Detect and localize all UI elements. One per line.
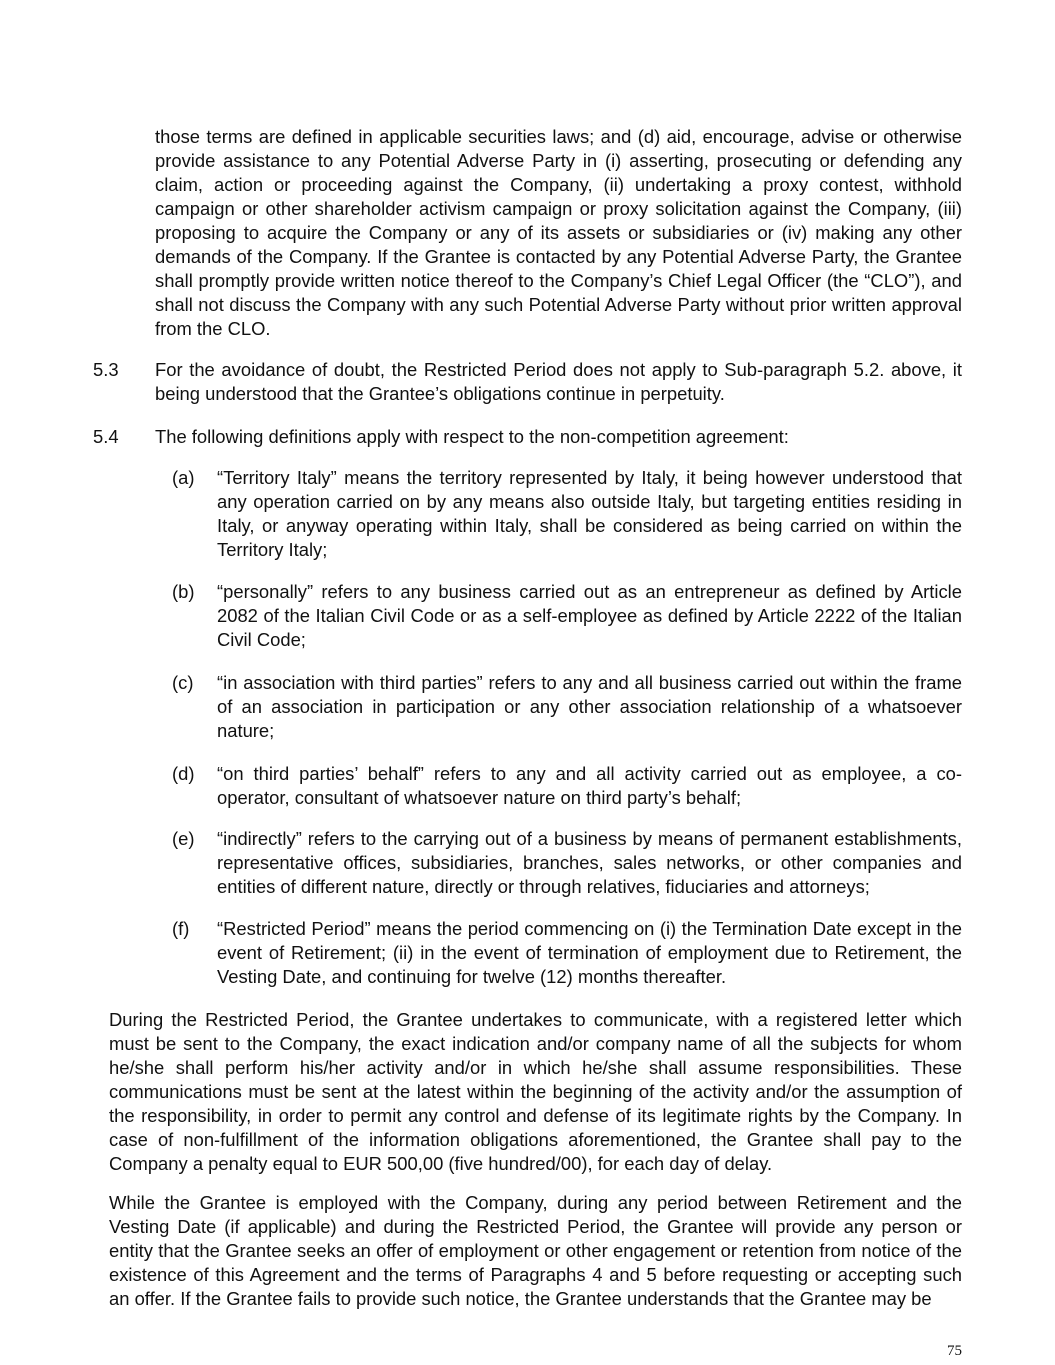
definition-b-text: “personally” refers to any business carried out as an entrepreneur as defined by Article 2082 of the Italian Civil Code or as a self-employee as defined by Article 2222 of the Italian Civil Code; xyxy=(217,581,962,650)
section-5-3-text: For the avoidance of doubt, the Restricted Period does not apply to Sub-paragraph 5.2. above, it being understood that the Grantee’s obligations continue in perpetuity. xyxy=(155,359,962,404)
definition-e-mark: (e) xyxy=(172,828,195,849)
communication-paragraph: During the Restricted Period, the Grantee undertakes to communicate, with a registered letter which must be sent to the Company, the exact indication and/or company name of all the subjects for whom he/she shall perform his/her activity and/or in which he/she shall assume responsibilities. These communications must be sent at the latest within the beginning of the activity and/or the assumption of the responsibility, in order to permit any control and defense of its legitimate rights by the Company. In case of non-fulfillment of the information obligations aforementioned, the Grantee shall pay to the Company a penalty equal to EUR 500,00 (five hundred/00), for each day of delay. xyxy=(109,1009,962,1174)
section-5-4-text: The following definitions apply with respect to the non-competition agreement: xyxy=(155,426,789,447)
page-number: 75 xyxy=(947,1343,962,1359)
definition-c-mark: (c) xyxy=(172,672,194,693)
intro-paragraph: those terms are defined in applicable securities laws; and (d) aid, encourage, advise or otherwise provide assistance to any Potential Adverse Party in (i) asserting, prosecuting or defending any claim, action or proceeding against the Company, (ii) undertaking a proxy contest, withhold campaign or other shareholder activism campaign or proxy solicitation against the Company, (iii) proposing to acquire the Company or any of its assets or subsidiaries or (iv) making any other demands of the Company. If the Grantee is contacted by any Potential Adverse Party, the Grantee shall promptly provide written notice thereof to the Company’s Chief Legal Officer (the “CLO”), and shall not discuss the Company with any such Potential Adverse Party without prior written approval from the CLO. xyxy=(155,126,962,339)
definition-f-text: “Restricted Period” means the period commencing on (i) the Termination Date except in the event of Retirement; (ii) in the event of termination of employment due to Retirement, the Vesting Date, and continuing for twelve (12) months thereafter. xyxy=(217,918,962,987)
notice-paragraph: While the Grantee is employed with the Company, during any period between Retirement and the Vesting Date (if applicable) and during the Restricted Period, the Grantee will provide any person or entity that the Grantee seeks an offer of employment or other engagement or retention from notice of the existence of this Agreement and the terms of Paragraphs 4 and 5 before requesting or accepting such an offer. If the Grantee fails to provide such notice, the Grantee understands that the Grantee may be xyxy=(109,1192,962,1309)
definition-e-text: “indirectly” refers to the carrying out of a business by means of permanent establishments, representative offices, subsidiaries, branches, sales networks, or other companies and entities of different nature, directly or through relatives, fiduciaries and attorneys; xyxy=(217,828,962,897)
definition-a-text: “Territory Italy” means the territory represented by Italy, it being however understood that any operation carried on by any means also outside Italy, but targeting entities residing in Italy, or anyway operating within Italy, shall be considered as being carried on within the Territory Italy; xyxy=(217,467,962,560)
definition-d-mark: (d) xyxy=(172,763,195,784)
definition-b-mark: (b) xyxy=(172,581,195,602)
definition-a-mark: (a) xyxy=(172,467,195,488)
definition-c-text: “in association with third parties” refers to any and all business carried out within the frame of an association in participation or any other association relationship of a whatsoever nature; xyxy=(217,672,962,741)
definition-f-mark: (f) xyxy=(172,918,190,939)
definition-d-text: “on third parties’ behalf” refers to any and all activity carried out as employee, a co-operator, consultant of whatsoever nature on third party’s behalf; xyxy=(217,763,962,808)
section-5-4-number: 5.4 xyxy=(93,426,119,447)
section-5-3-number: 5.3 xyxy=(93,359,119,380)
